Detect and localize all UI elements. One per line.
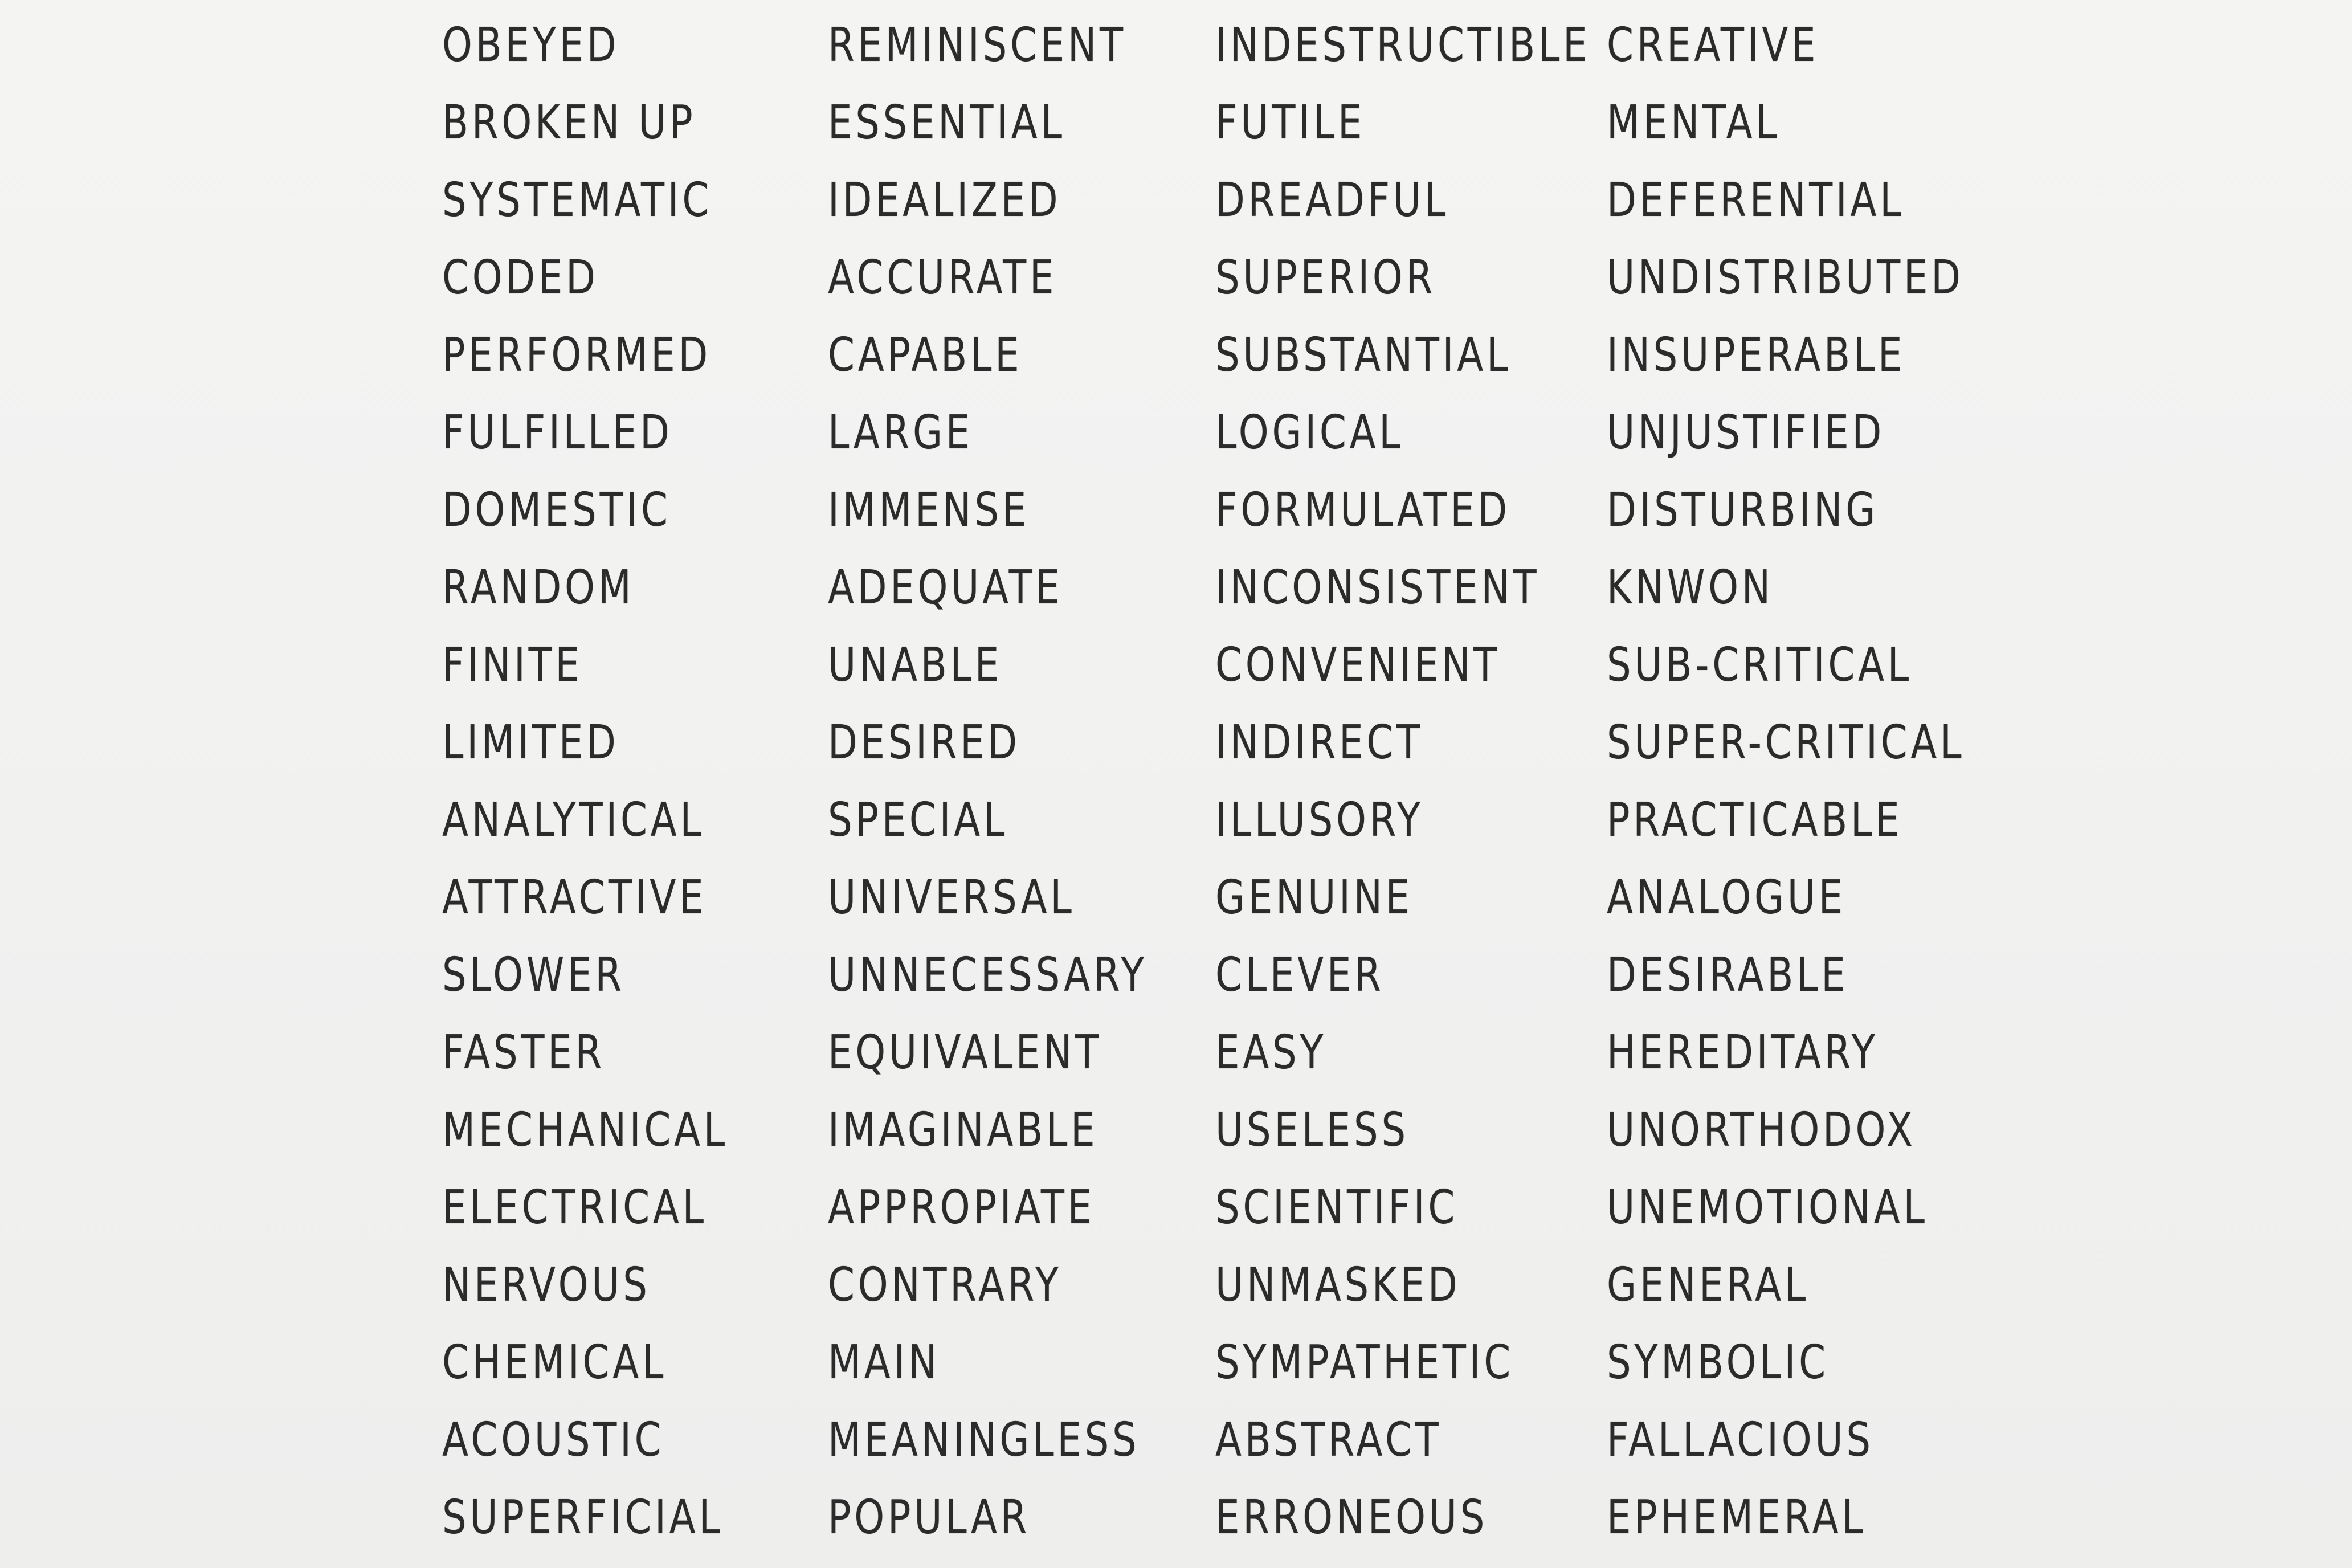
word-item: UNEMOTIONAL [1607,1181,1928,1235]
word-item: SUPERFICIAL [442,1491,724,1545]
word-item: SCIENTIFIC [1215,1181,1459,1235]
word-item: ESSENTIAL [828,96,1065,150]
word-item: IMAGINABLE [828,1103,1099,1157]
word-item: REMINISCENT [828,18,1126,72]
word-item: DOMESTIC [442,483,671,537]
word-item: SYMPATHETIC [1215,1336,1514,1390]
word-item: INDIRECT [1215,716,1423,770]
word-item: INCONSISTENT [1215,561,1540,615]
word-item: CREATIVE [1607,18,1819,72]
word-item: DISTURBING [1607,483,1879,537]
word-column-2 [828,17,1204,1567]
word-item: CHEMICAL [442,1336,667,1390]
word-item: MEANINGLESS [828,1413,1140,1467]
word-item: MAIN [828,1336,941,1390]
word-item: LIMITED [442,716,619,770]
word-item: LARGE [828,406,974,460]
word-item: DESIRED [828,716,1020,770]
word-item: CONVENIENT [1215,638,1501,692]
word-column-3 [1215,17,1591,1567]
word-column-1 [442,17,818,1567]
word-item: USELESS [1215,1103,1409,1157]
word-item: RANDOM [442,561,635,615]
word-item: ERRONEOUS [1215,1491,1488,1545]
word-item: KNWON [1607,561,1774,615]
word-item: CAPABLE [828,328,1023,382]
word-item: POPULAR [828,1491,1031,1545]
word-item: SYSTEMATIC [442,173,713,227]
word-item: ACOUSTIC [442,1413,665,1467]
word-item: SUPERIOR [1215,251,1436,305]
word-item: ELECTRICAL [442,1181,707,1235]
word-item: DREADFUL [1215,173,1449,227]
word-item: PRACTICABLE [1607,793,1903,847]
word-item: CONTRARY [828,1258,1062,1312]
word-item: UNJUSTIFIED [1607,406,1885,460]
word-item: ILLUSORY [1215,793,1424,847]
word-item: PERFORMED [442,328,712,382]
word-item: DESIRABLE [1607,948,1849,1002]
word-item: GENERAL [1607,1258,1810,1312]
word-item: IDEALIZED [828,173,1061,227]
word-item: FASTER [442,1026,605,1080]
word-item: INSUPERABLE [1607,328,1906,382]
word-item: BROKEN UP [442,96,696,150]
word-column-4 [1607,17,1983,1567]
word-item: INDESTRUCTIBLE [1215,18,1591,72]
word-item: EASY [1215,1026,1327,1080]
word-item: HEREDITARY [1607,1026,1879,1080]
word-item: ANALOGUE [1607,871,1847,925]
word-item: FORMULATED [1215,483,1511,537]
word-item: SUPER-CRITICAL [1607,716,1965,770]
word-item: FUTILE [1215,96,1366,150]
word-item: EQUIVALENT [828,1026,1102,1080]
word-item: ATTRACTIVE [442,871,707,925]
word-item: UNMASKED [1215,1258,1461,1312]
word-item: UNNECESSARY [828,948,1148,1002]
word-item: CODED [442,251,599,305]
word-item: ANALYTICAL [442,793,705,847]
word-item: SYMBOLIC [1607,1336,1829,1390]
word-item: SUB-CRITICAL [1607,638,1912,692]
word-item: IMMENSE [828,483,1030,537]
word-item: SPECIAL [828,793,1008,847]
word-item: DEFERENTIAL [1607,173,1905,227]
word-item: SLOWER [442,948,625,1002]
word-item: UNIVERSAL [828,871,1075,925]
word-item: EPHEMERAL [1607,1491,1867,1545]
word-item: MECHANICAL [442,1103,728,1157]
word-item: FULFILLED [442,406,673,460]
word-item: GENUINE [1215,871,1413,925]
word-item: MENTAL [1607,96,1781,150]
word-item: APPROPIATE [828,1181,1095,1235]
word-item: ACCURATE [828,251,1057,305]
word-item: LOGICAL [1215,406,1404,460]
word-item: OBEYED [442,18,620,72]
word-item: ADEQUATE [828,561,1063,615]
word-item: SUBSTANTIAL [1215,328,1512,382]
word-item: CLEVER [1215,948,1385,1002]
word-item: ABSTRACT [1215,1413,1442,1467]
word-item: FINITE [442,638,583,692]
word-item: UNDISTRIBUTED [1607,251,1964,305]
word-item: NERVOUS [442,1258,651,1312]
word-item: UNABLE [828,638,1003,692]
word-item: FALLACIOUS [1607,1413,1874,1467]
word-item: UNORTHODOX [1607,1103,1916,1157]
